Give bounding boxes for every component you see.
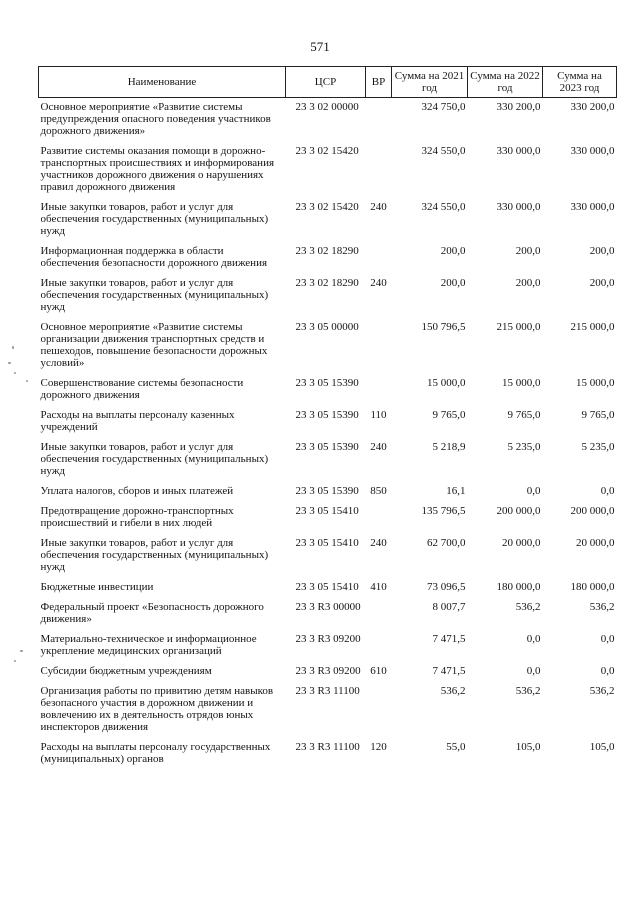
cell-sum-2021: 5 218,9 [432, 441, 466, 453]
cell-sum-2021: 8 007,7 [432, 601, 466, 613]
page-number: 571 [310, 39, 330, 54]
cell-sum-2021: 200,0 [440, 277, 466, 289]
cell-sum-2022: 5 235,0 [507, 441, 541, 453]
cell-name: Основное мероприятие «Развитие системы предупреждения опасного поведения участников дорожного движения» [40, 101, 271, 137]
cell-name: Федеральный проект «Безопасность дорожного движения» [40, 601, 264, 625]
cell-vr [366, 685, 392, 741]
cell-sum-2021: 200,0 [440, 245, 466, 257]
cell-vr: 240 [370, 441, 387, 453]
scan-speck [8, 362, 11, 364]
cell-sum-2023: 0,0 [600, 633, 615, 645]
cell-vr [366, 377, 392, 409]
cell-csr: 23 3 02 18290 [295, 277, 359, 289]
cell-name: Бюджетные инвестиции [40, 581, 154, 593]
cell-name: Развитие системы оказания помощи в дорожно-транспортных происшествиях и информирования участников дорожного движения о нарушениях правил дорожного движения [40, 145, 275, 193]
cell-csr: 23 3 R3 09200 [295, 633, 361, 645]
cell-sum-2021: 73 096,5 [427, 581, 466, 593]
cell-sum-2023: 5 235,0 [581, 441, 615, 453]
cell-sum-2023: 0,0 [600, 485, 615, 497]
cell-name: Информационная поддержка в области обеспечения безопасности дорожного движения [40, 245, 268, 269]
cell-sum-2023: 15 000,0 [576, 377, 615, 389]
cell-sum-2023: 200,0 [589, 245, 615, 257]
scan-speck [26, 380, 28, 382]
table-row [39, 277, 617, 321]
cell-vr: 240 [370, 201, 387, 213]
cell-csr: 23 3 05 15390 [295, 485, 359, 497]
cell-sum-2021: 324 550,0 [421, 145, 466, 157]
cell-sum-2023: 200,0 [589, 277, 615, 289]
cell-sum-2023: 180 000,0 [570, 581, 615, 593]
table-row [39, 633, 617, 665]
cell-sum-2023: 536,2 [589, 685, 615, 697]
cell-sum-2022: 330 000,0 [496, 145, 541, 157]
table-row [39, 581, 617, 601]
budget-table [38, 66, 617, 773]
cell-csr: 23 3 05 15390 [295, 441, 359, 453]
cell-name: Расходы на выплаты персоналу казенных учреждений [40, 409, 235, 433]
cell-csr: 23 3 05 15390 [295, 409, 359, 421]
cell-sum-2021: 16,1 [446, 485, 466, 497]
cell-name: Иные закупки товаров, работ и услуг для обеспечения государственных (муниципальных) нужд [40, 201, 269, 237]
cell-vr [366, 145, 392, 201]
cell-sum-2023: 20 000,0 [576, 537, 615, 549]
table-row [39, 537, 617, 581]
cell-sum-2022: 0,0 [526, 633, 541, 645]
cell-name: Субсидии бюджетным учреждениям [40, 665, 212, 677]
cell-sum-2023: 330 000,0 [570, 201, 615, 213]
cell-csr: 23 3 R3 11100 [295, 685, 360, 697]
cell-name: Основное мероприятие «Развитие системы организации движения транспортных средств и пешеходов, повышение безопасности дорожных условий» [40, 321, 268, 369]
table-row [39, 98, 617, 146]
cell-sum-2022: 536,2 [515, 601, 541, 613]
cell-sum-2022: 0,0 [526, 665, 541, 677]
cell-csr: 23 3 R3 00000 [295, 601, 361, 613]
table-row [39, 409, 617, 441]
cell-name: Иные закупки товаров, работ и услуг для обеспечения государственных (муниципальных) нужд [40, 277, 269, 313]
header-vr: ВР [366, 67, 392, 98]
cell-sum-2023: 536,2 [589, 601, 615, 613]
cell-sum-2023: 105,0 [589, 741, 615, 753]
cell-sum-2022: 330 000,0 [496, 201, 541, 213]
cell-csr: 23 3 05 15410 [295, 581, 359, 593]
header-sum-2021: Сумма на 2021 год [392, 67, 468, 98]
cell-sum-2022: 215 000,0 [496, 321, 541, 333]
cell-sum-2022: 200,0 [515, 277, 541, 289]
cell-vr: 850 [370, 485, 387, 497]
cell-vr: 240 [370, 277, 387, 289]
cell-sum-2022: 330 200,0 [496, 101, 541, 113]
table-row [39, 441, 617, 485]
cell-sum-2021: 150 796,5 [421, 321, 466, 333]
cell-sum-2023: 0,0 [600, 665, 615, 677]
cell-vr: 110 [370, 409, 387, 421]
cell-vr [366, 98, 392, 146]
cell-sum-2023: 215 000,0 [570, 321, 615, 333]
table-row [39, 665, 617, 685]
cell-sum-2021: 7 471,5 [432, 633, 466, 645]
header-name: Наименование [39, 67, 286, 98]
cell-sum-2022: 105,0 [515, 741, 541, 753]
table-row [39, 741, 617, 773]
scan-speck [14, 372, 16, 374]
table-row [39, 485, 617, 505]
header-sum-2023: Сумма на 2023 год [543, 67, 617, 98]
cell-sum-2021: 9 765,0 [432, 409, 466, 421]
cell-name: Организация работы по привитию детям навыков безопасного участия в дорожном движении и вовлечению их в деятельность отрядов юных инспекторов движения [40, 685, 274, 733]
cell-vr: 610 [370, 665, 387, 677]
cell-sum-2023: 9 765,0 [581, 409, 615, 421]
header-csr: ЦСР [286, 67, 366, 98]
cell-sum-2021: 62 700,0 [427, 537, 466, 549]
cell-sum-2021: 536,2 [440, 685, 466, 697]
header-sum-2022: Сумма на 2022 год [468, 67, 543, 98]
cell-name: Иные закупки товаров, работ и услуг для обеспечения государственных (муниципальных) нужд [40, 537, 269, 573]
table-row [39, 201, 617, 245]
cell-csr: 23 3 05 15390 [295, 377, 359, 389]
cell-vr [366, 505, 392, 537]
scan-speck [20, 650, 23, 652]
cell-csr: 23 3 R3 11100 [295, 741, 360, 753]
table-row [39, 685, 617, 741]
table-row [39, 505, 617, 537]
cell-sum-2022: 200 000,0 [496, 505, 541, 517]
cell-csr: 23 3 05 15410 [295, 505, 359, 517]
table-row [39, 321, 617, 377]
cell-name: Иные закупки товаров, работ и услуг для обеспечения государственных (муниципальных) нужд [40, 441, 269, 477]
cell-sum-2021: 324 750,0 [421, 101, 466, 113]
cell-sum-2022: 536,2 [515, 685, 541, 697]
cell-name: Совершенствование системы безопасности дорожного движения [40, 377, 244, 401]
cell-sum-2022: 20 000,0 [502, 537, 541, 549]
cell-csr: 23 3 02 15420 [295, 201, 359, 213]
cell-csr: 23 3 05 15410 [295, 537, 359, 549]
cell-name: Предотвращение дорожно-транспортных происшествий и гибели в них людей [40, 505, 234, 529]
cell-sum-2023: 200 000,0 [570, 505, 615, 517]
cell-vr: 410 [370, 581, 387, 593]
cell-sum-2022: 180 000,0 [496, 581, 541, 593]
cell-csr: 23 3 02 15420 [295, 145, 359, 157]
table-header-row [39, 67, 617, 98]
cell-vr [366, 633, 392, 665]
cell-sum-2021: 15 000,0 [427, 377, 466, 389]
cell-vr: 120 [370, 741, 387, 753]
cell-vr [366, 245, 392, 277]
cell-sum-2023: 330 000,0 [570, 145, 615, 157]
cell-csr: 23 3 R3 09200 [295, 665, 361, 677]
cell-sum-2022: 15 000,0 [502, 377, 541, 389]
cell-vr [366, 321, 392, 377]
scan-speck [12, 346, 14, 349]
cell-sum-2022: 9 765,0 [507, 409, 541, 421]
cell-csr: 23 3 02 00000 [295, 101, 359, 113]
cell-name: Уплата налогов, сборов и иных платежей [40, 485, 234, 497]
cell-name: Материально-техническое и информационное укрепление медицинских организаций [40, 633, 257, 657]
cell-vr: 240 [370, 537, 387, 549]
scan-speck [14, 660, 16, 662]
cell-sum-2021: 55,0 [446, 741, 466, 753]
cell-sum-2021: 324 550,0 [421, 201, 466, 213]
cell-sum-2023: 330 200,0 [570, 101, 615, 113]
table-row [39, 145, 617, 201]
table-row [39, 377, 617, 409]
cell-name: Расходы на выплаты персоналу государственных (муниципальных) органов [40, 741, 271, 765]
cell-sum-2022: 0,0 [526, 485, 541, 497]
cell-csr: 23 3 02 18290 [295, 245, 359, 257]
table-row [39, 601, 617, 633]
cell-vr [366, 601, 392, 633]
cell-sum-2021: 7 471,5 [432, 665, 466, 677]
cell-csr: 23 3 05 00000 [295, 321, 359, 333]
cell-sum-2022: 200,0 [515, 245, 541, 257]
table-row [39, 245, 617, 277]
cell-sum-2021: 135 796,5 [421, 505, 466, 517]
